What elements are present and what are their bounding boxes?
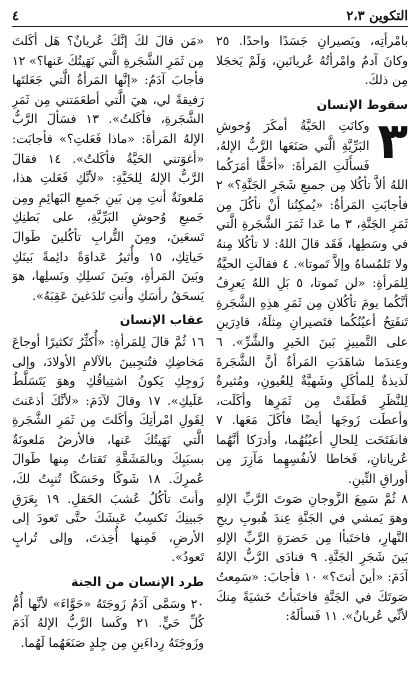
paragraph: وكانَتِ الحَيَّةُ أمكَرَ وُحوشِ البَرِّيَّةِ الَّتي صَنَعَها الرَّبُّ الإلهُ، فَسأَلَتِ المَرأةَ: «أحَقًّا أمَرَكُما اللهُ ألاَّ تأكُلا مِن جميعِ شَجَرِ الجَنَّةِ؟» ٢ فأجابَتِ المَرأةُ: «يُمكِنُنا أنْ نأكُلَ مِن ثَمَرِ الجَنَّةِ، ٣ ما عَدا ثَمَرَ الشَّجَرةِ الَّتي في وسَطِها، فَقَد قالَ اللهُ: لا تأكُلا مِنهُ ولا تَلمُساهُ وإلاَّ تَموتا». ٤ فقالَتِ الحيَّةُ لِلمَرأةِ: «لن تَموتا، ٥ بَلِ اللهُ يَعرِفُ أنَّكُما يومَ تأكُلانِ مِن ثَمَرِ هذِهِ الشَّجَرةِ تَنفَتِحُ أعيُنُكُما فتَصيرانِ مِثلَهُ، قادِرَينِ على التَّمييزِ بَينَ الخَيرِ والشَّرِّ». ٦ وعِندَما شاهَدَتِ المَرأةُ أنَّ الشَّجَرةَ لَذيذةٌ لِلمأكَلِ وشَهيَّةٌ لِلعُيونِ، ومُثيرةٌ لِلنَّظَرِ قَطَفَتْ مِن ثَمَرِها وأكَلَت، وأعطَت زَوجَها أيضًا فأكَلَ مَعَها. ٧ فانفَتَحَت لِلحالِ أعيُنُهُما، وأدرَكا أنَّهُما عُريانانِ، فَخاطا لأنفُسِهِما مَآزِرَ مِن أوراقِ التِّينِ. xyxy=(216,119,408,487)
running-title: التكوين ٢،٣ xyxy=(346,9,408,24)
paragraph: ٢٠ وسَمَّى آدَمُ زَوجَتَهُ «حَوَّاءَ» لأنَّها أُمُّ كُلِّ حَيٍّ. ٢١ وكَسا الرَّبُّ الإلهُ آدَمَ وزَوجَتَهُ رِداءَينِ مِن جِلدٍ صَنَعَهُما لَهُما. xyxy=(12,596,204,650)
text-columns xyxy=(12,32,408,692)
section-heading: سقوط الإنسان xyxy=(316,97,408,112)
paragraph: بامْرأتِه، ويَصيرانِ جَسَدًا واحدًا. ٢٥ وكانَ آدمُ وامْرأتُهُ عُريانَينِ، وَلَمْ يَخجَلا مِن ذلكَ. xyxy=(216,34,408,88)
paragraph: «مَن قالَ لكَ إنَّكَ عُريانٌ؟ هَل أكَلتَ مِن ثَمَرِ الشَّجَرةِ الَّتي نَهَيتُكَ عَنها؟» ١٢ فأجابَ آدَمُ: «إنَّها المَرأةُ الَّتي جَعَلتَها رَفيقةً لي، هيَ الَّتي أطعَمَتني مِن ثَمَرِ الشَّجَرةِ، فأكَلتُ». ١٣ فسَألَ الرَّبُّ الإلهُ المَرأةَ: «ماذا فَعَلتِ؟» فأجابَت: «أغوَتني الحَيَّةُ فأكَلتُ». ١٤ فقالَ الرَّبُّ الإلهُ لِلحَيَّةِ: «لأنَّكِ فَعَلتِ هذا، مَلعونَةٌ أنتِ مِن بَينِ جَميعِ البَهائِمِ ومِن جَميعِ وُحوشِ البَرِّيَّةِ، على بَطنِكِ تَسعَينَ، ومِنَ التُّرابِ تأكُلينَ طَوالَ حَياتِكِ، ١٥ وأُثيرُ عَداوَةً دائِمةً بَينَكِ وبَينَ المَرأةِ، وبَينَ نَسلِكِ ونَسلِها، هوَ يَسحَقُ رأسَكِ وأنتِ تَلدَغينَ عَقِبَهُ». xyxy=(12,34,204,303)
right-column xyxy=(216,32,408,692)
chapter-block xyxy=(216,112,408,489)
left-column xyxy=(12,32,204,692)
section-heading: عقاب الإنسان xyxy=(119,313,204,328)
page-header xyxy=(12,6,408,24)
page-number: ٤ xyxy=(12,9,19,24)
section-heading: طرد الإنسان من الجنة xyxy=(71,575,204,590)
paragraph: ٨ ثُمَّ سَمِعَ الزَّوجانِ صَوتَ الرَّبِّ الإلهِ وهوَ يَمشي في الجَنَّةِ عِندَ هُبوبِ ريحِ النَّهارِ، فاختَبأا مِن حَضرَةِ الرَّبِّ الإلهِ بَينَ شَجَرِ الجَنَّةِ. ٩ فنادَى الرَّبُّ الإلهُ آدَمَ: «أينَ أنتَ؟» ١٠ فأجابَ: «سَمِعتُ صَوتَكَ في الجَنَّةِ فاختَبأتُ خَشيَةً مِنكَ لأنِّي عُريانٌ». ١١ فَسألَهُ: xyxy=(216,491,408,624)
header-rule xyxy=(12,26,408,27)
chapter-number: ٣ xyxy=(377,112,408,171)
paragraph: ١٦ ثُمَّ قالَ لِلمَرأةِ: «أُكثِّرُ تَكثيرًا أوجاعَ مَخاضِكِ فتُنجِبينَ بالآلامِ الأولادَ، وإلى زَوجِكِ يَكونُ اشتِياقُكِ وهوَ يَتَسَلَّطُ عَلَيكِ». ١٧ وقالَ لآدَمَ: «لأنَّكَ أذعَنتَ لِقَولِ امْرأتِكَ وأكَلتَ مِن ثَمَرِ الشَّجَرةِ الَّتي نَهَيتُكَ عَنها، فالأرضُ مَلعونَةٌ بسبَبِكَ وبالمَشَقَّةِ تَقتاتُ مِنها طَوالَ عُمرِكَ. ١٨ شَوكًا وحَسَكًا تُنبِتُ لكَ، وأنتَ تأكُلُ عُشبَ الحَقلِ. ١٩ بِعَرَقِ جَبينِكَ تَكسِبُ عَيشَكَ حتَّى تَعودَ إلى الأرضِ، فَمِنها أُخِذتَ، وإلى تُرابٍ تَعودُ». xyxy=(12,334,204,565)
